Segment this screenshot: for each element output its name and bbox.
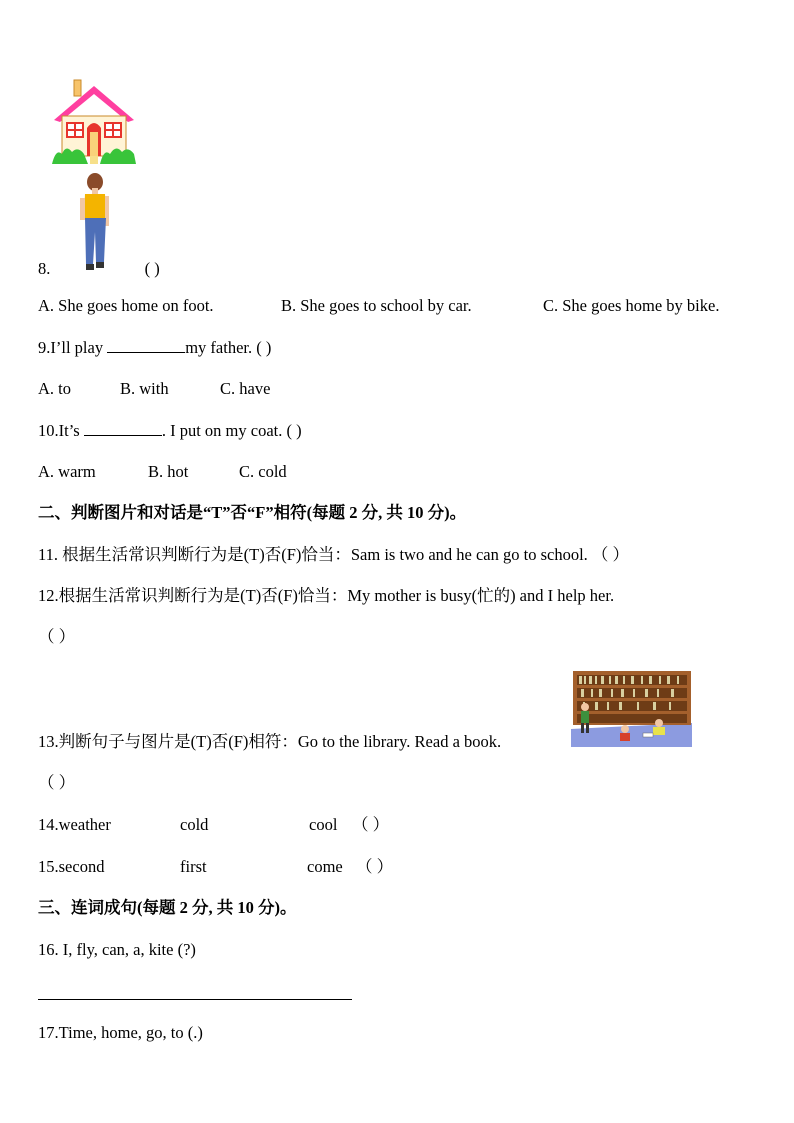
q9-option-b: B. with (120, 379, 169, 398)
q13-text: 13.判断句子与图片是(T)否(F)相符：Go to the library. Read a book. (38, 732, 502, 751)
q9-blank (107, 338, 185, 353)
q9-stem (38, 338, 271, 358)
q11-text: 11. 根据生活常识判断行为是(T)否(F)恰当：Sam is two and he can go to school. （ ） (38, 545, 630, 564)
q8-options (38, 296, 719, 316)
library-picture (571, 667, 692, 747)
q17-text: 17.Time, home, go, to (.) (38, 1023, 203, 1042)
q15-word-2: first (180, 857, 207, 876)
q10-suffix: . I put on my coat. ( ) (161, 421, 302, 440)
q10-option-a: A. warm (38, 462, 96, 481)
q8-answer-paren: ( ) (144, 259, 160, 278)
q9-option-a: A. to (38, 379, 71, 398)
q14-word-3: cool (309, 815, 338, 834)
q15-word-3: come (307, 857, 343, 876)
q10-blank (84, 421, 162, 436)
q9-option-c: C. have (220, 379, 271, 398)
q12-answer-paren: （ ） (38, 627, 76, 646)
q14-word-1: 14.weather (38, 815, 111, 834)
section-2-title: 二、判断图片和对话是“T”否“F”相符(每题 2 分, 共 10 分)。 (38, 503, 467, 522)
q8-stem (38, 259, 160, 279)
q10-option-c: C. cold (239, 462, 287, 481)
q9-prefix: 9.I’ll play (38, 338, 108, 357)
q14-answer-paren: （ ） (352, 815, 390, 834)
q16-answer-line (38, 999, 352, 1000)
q14-word-2: cold (180, 815, 209, 834)
q9-options (38, 379, 270, 399)
q12-text: 12.根据生活常识判断行为是(T)否(F)恰当：My mother is busy(忙的) and I help her. (38, 586, 615, 605)
q8-option-a: A. She goes home on foot. (38, 296, 214, 315)
house-picture (50, 78, 138, 166)
q10-options (38, 462, 287, 482)
q8-option-b: B. She goes to school by car. (281, 296, 472, 315)
q8-number: 8. (38, 259, 51, 278)
section-3-title: 三、连词成句(每题 2 分, 共 10 分)。 (38, 898, 297, 917)
q10-stem (38, 421, 302, 441)
q8-option-c: C. She goes home by bike. (543, 296, 720, 315)
q9-suffix: my father. ( ) (185, 338, 272, 357)
q15-word-1: 15.second (38, 857, 105, 876)
q16-text: 16. I, fly, can, a, kite (?) (38, 940, 196, 959)
q10-option-b: B. hot (148, 462, 189, 481)
q15-answer-paren: （ ） (356, 857, 394, 876)
q10-prefix: 10.It’s (38, 421, 84, 440)
q13-answer-paren: （ ） (38, 773, 76, 792)
